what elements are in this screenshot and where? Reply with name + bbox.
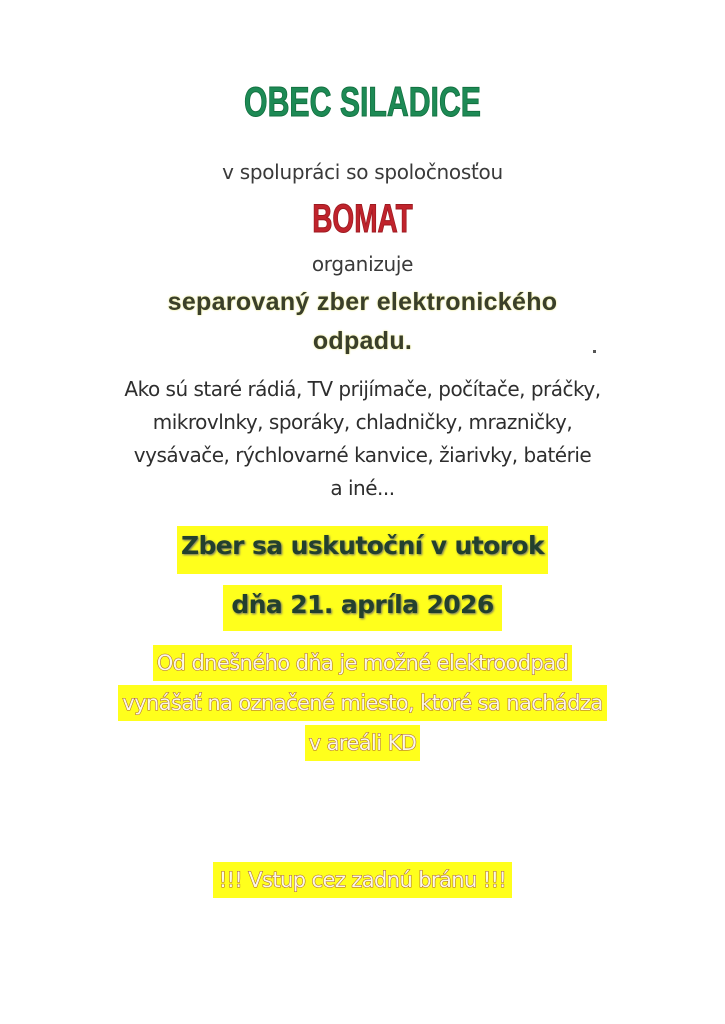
collection-day [0, 526, 725, 574]
items-line-2: mikrovlnky, sporáky, chladničky, mrazničky, [152, 410, 573, 434]
dropoff-line-1 [0, 645, 725, 681]
headline-line-2: odpadu. [312, 327, 413, 355]
collection-date [0, 585, 725, 631]
dropoff-line-3-text: v areáli KD [305, 725, 421, 761]
collection-date-text: dňa 21. apríla 2026 [223, 585, 501, 631]
entry-note-text: !!! Vstup cez zadnú bránu !!! [213, 862, 512, 898]
company-name: BOMAT [312, 197, 413, 241]
items-line-1: Ako sú staré rádiá, TV prijímače, počítače, práčky, [124, 377, 601, 401]
dropoff-line-2 [0, 685, 725, 721]
municipality-title: OBEC SILADICE [244, 78, 481, 125]
entry-note [0, 862, 725, 898]
dropoff-line-1-text: Od dnešného dňa je možné elektroodpad [153, 645, 573, 681]
stray-dot [593, 350, 596, 353]
headline-line-1: separovaný zber elektronického [167, 288, 558, 316]
dropoff-line-2-text: vynášať na označené miesto, ktoré sa nachádza [118, 685, 606, 721]
collection-day-text: Zber sa uskutoční v utorok [177, 526, 548, 574]
cooperation-subtitle: v spolupráci so spoločnosťou [222, 160, 503, 184]
items-line-3: vysávače, rýchlovarné kanvice, žiarivky, batérie [133, 443, 592, 467]
dropoff-line-3 [0, 725, 725, 761]
items-line-4: a iné... [330, 476, 395, 500]
organizes-text: organizuje [311, 252, 414, 276]
